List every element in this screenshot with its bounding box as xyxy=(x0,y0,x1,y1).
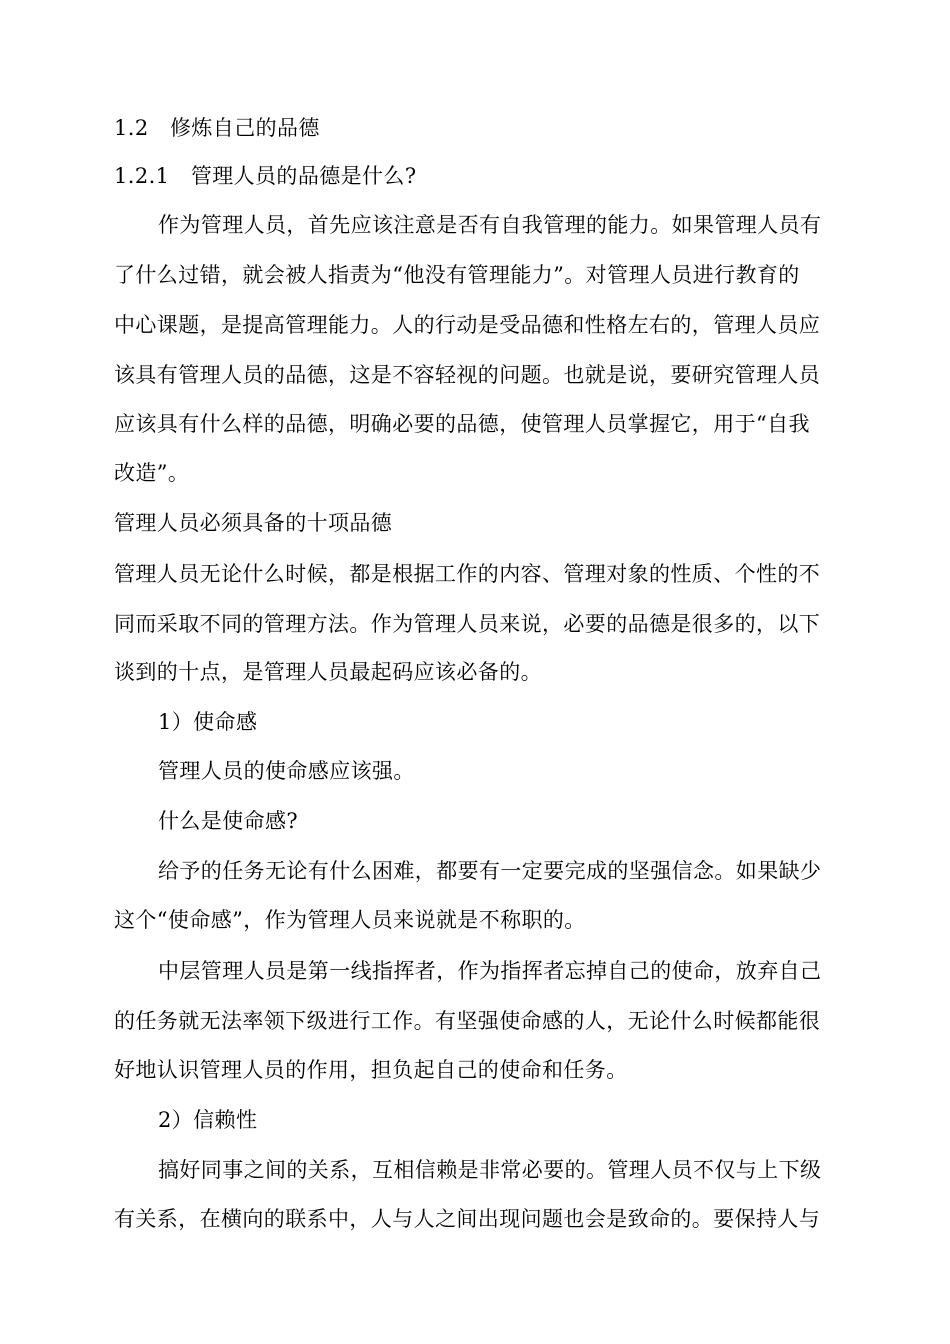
paragraph-line: 改造”。 xyxy=(114,461,190,485)
list-heading: 管理人员必须具备的十项品德 xyxy=(114,511,393,535)
paragraph-line: 作为管理人员，首先应该注意是否有自我管理的能力。如果管理人员有 xyxy=(158,213,822,237)
paragraph-line: 给予的任务无论有什么困难，都要有一定要完成的坚强信念。如果缺少 xyxy=(158,859,822,883)
paragraph-line: 中层管理人员是第一线指挥者，作为指挥者忘掉自己的使命，放弃自己 xyxy=(158,959,822,983)
item-title: 1）使命感 xyxy=(158,710,258,734)
subsection-heading: 1.2.1 管理人员的品德是什么? xyxy=(114,164,417,188)
paragraph-line: 的任务就无法率领下级进行工作。有坚强使命感的人，无论什么时候都能很 xyxy=(114,1009,821,1033)
paragraph-line: 谈到的十点，是管理人员最起码应该必备的。 xyxy=(114,660,542,684)
section-heading: 1.2 修炼自己的品德 xyxy=(114,116,320,140)
paragraph-line: 什么是使命感? xyxy=(158,809,299,833)
paragraph-line: 应该具有什么样的品德，明确必要的品德，使管理人员掌握它，用于“自我 xyxy=(114,412,810,436)
paragraph-line: 管理人员的使命感应该强。 xyxy=(158,759,415,783)
paragraph-line: 同而采取不同的管理方法。作为管理人员来说，必要的品德是很多的，以下 xyxy=(114,612,821,636)
paragraph-line: 中心课题，是提高管理能力。人的行动是受品德和性格左右的，管理人员应 xyxy=(114,313,821,337)
paragraph-line: 好地认识管理人员的作用，担负起自己的使命和任务。 xyxy=(114,1058,628,1082)
paragraph-line: 管理人员无论什么时候，都是根据工作的内容、管理对象的性质、个性的不 xyxy=(114,562,821,586)
paragraph-line: 了什么过错，就会被人指责为“他没有管理能力”。对管理人员进行教育的 xyxy=(114,263,800,287)
paragraph-line: 搞好同事之间的关系，互相信赖是非常必要的。管理人员不仅与上下级 xyxy=(158,1158,822,1182)
paragraph-line: 这个“使命感”，作为管理人员来说就是不称职的。 xyxy=(114,908,586,932)
paragraph-line: 该具有管理人员的品德，这是不容轻视的问题。也就是说，要研究管理人员 xyxy=(114,363,821,387)
paragraph-line: 有关系，在横向的联系中，人与人之间出现问题也会是致命的。要保持人与 xyxy=(114,1207,821,1231)
item-title: 2）信赖性 xyxy=(158,1108,258,1132)
